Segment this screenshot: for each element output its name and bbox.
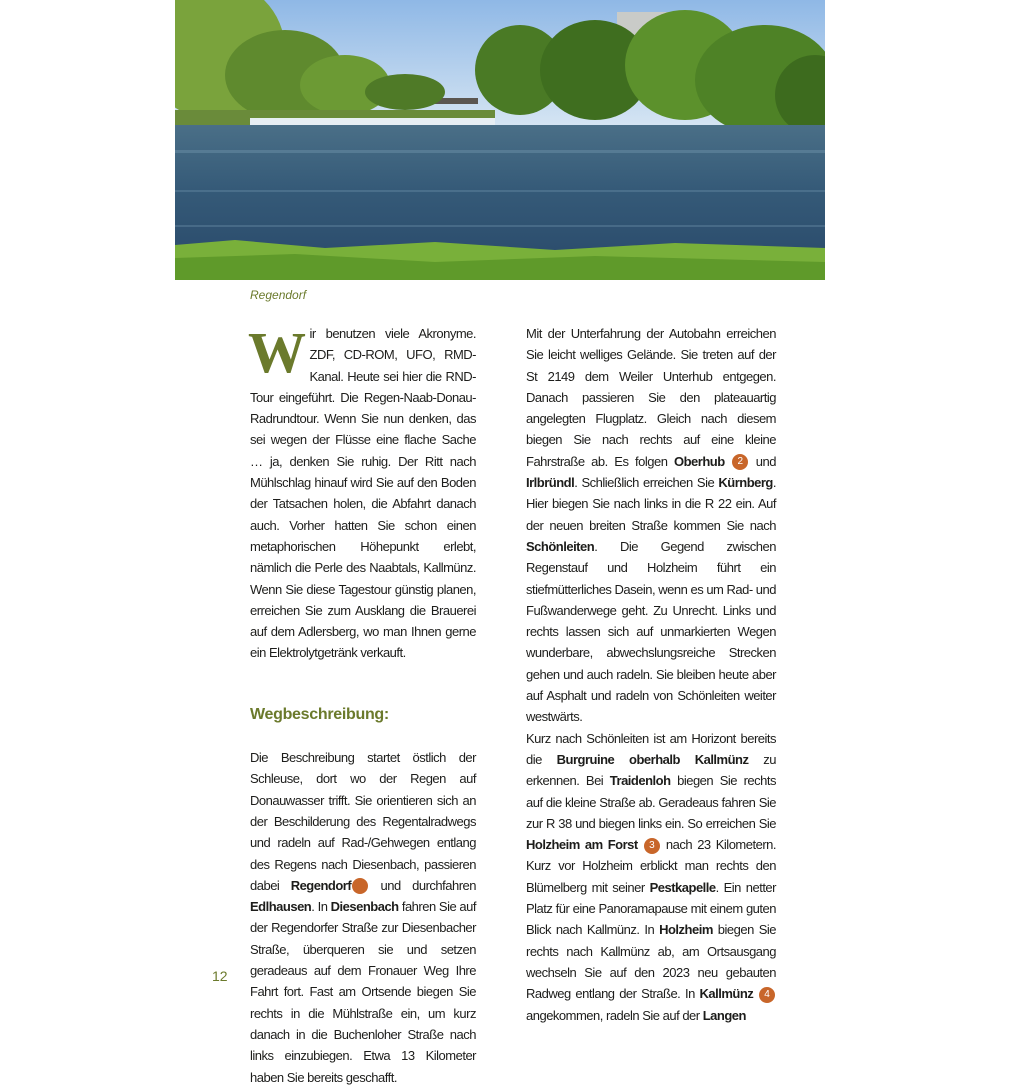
- waypoint-marker-3: 3: [644, 838, 660, 854]
- waypoint-marker-2: 2: [732, 454, 748, 470]
- intro-paragraph: [248, 320, 476, 664]
- photo-caption: Regendorf: [250, 288, 307, 302]
- left-column: [248, 320, 477, 1088]
- intro-text: ir benutzen viele Akronyme. ZDF, CD-ROM, UFO, RMD-Kanal. Heute sei hier die RND-Tour eingeführt. Die Regen-Naab-Donau-Radrundtour. Wenn Sie nun denken, das sei wegen der Flüsse eine flache Sache … ja, denken Sie ruhig. Der Ritt nach Mühlschlag hinauf wird Sie auf den Boden der Tatsachen holen, die Abfahrt danach auch. Vorher hatten Sie schon einen metaphorischen Höhepunkt erlebt, nämlich die Perle des Naabtals, Kallmünz. Wenn Sie diese Tagestour günstig planen, erreichen Sie zum Ausklang die Brauerei auf dem Adlersberg, wo man Ihnen gerne ein Elektrolytgetränk verkauft.: [250, 326, 476, 661]
- drop-cap: W: [248, 320, 306, 385]
- river-photo: [175, 0, 825, 280]
- route-paragraph-2: Mit der Unterfahrung der Autobahn erreichen Sie leicht welliges Gelände. Sie treten auf der St 2149 dem Weiler Unterhub entgegen. Danach passieren Sie den plateauartig angelegten Flugplatz. Gleich nach diesem biegen Sie nach rechts auf eine kleine Fahrstraße ab. Es folgen Oberhub 2 und Irlbründl. Schließlich erreichen Sie Kürnberg. Hier biegen Sie nach links in die R 22 ein. Auf der neuen breiten Straße kommen Sie nach Schönleiten. Die Gegend zwischen Regenstauf und Holzheim führt ein stiefmütterliches Dasein, wenn es um Rad- und Fußwanderwege geht. Zu Unrecht. Links und rechts lassen sich auf unmarkierten Wegen wunderbare, abwechslungsreiche Strecken gehen und auch radeln. Sie bleiben heute aber auf Asphalt und radeln von Schönleiten weiter westwärts.: [526, 326, 776, 725]
- right-column: [526, 323, 776, 1026]
- waypoint-marker-1: [352, 878, 368, 894]
- page-number: 12: [212, 968, 228, 984]
- route-paragraph-1: Die Beschreibung startet östlich der Schleuse, dort wo der Regen auf Donauwasser trifft. Sie orientieren sich an der Beschilderung des Regentalradwegs und radeln auf Rad-/Gehwegen entlang des Regens nach Diesenbach, passieren dabei Regendorf und durchfahren Edlhausen. In Diesenbach fahren Sie auf der Regendorfer Straße zur Diesenbacher Straße, überqueren sie und setzen geradeaus auf dem Fronauer Weg Ihre Fahrt fort. Fast am Ortsende biegen Sie rechts in die Mühlstraße ein, um kurz danach in die Buchenloher Straße nach links einzubiegen. Etwa 13 Kilometer haben Sie bereits geschafft.: [250, 750, 477, 1085]
- section-heading: Wegbeschreibung:: [250, 705, 389, 723]
- route-paragraph-3: Kurz nach Schönleiten ist am Horizont bereits die Burgruine oberhalb Kallmünz zu erkennen. Bei Traidenloh biegen Sie rechts auf die kleine Straße ab. Geradeaus fahren Sie zur R 38 und biegen links ein. So erreichen Sie Holzheim am Forst 3 nach 23 Kilometern. Kurz vor Holzheim erblickt man rechts den Blümelberg mit seiner Pestkapelle. Ein netter Platz für eine Panoramapause mit einem guten Blick nach Kallmünz. In Holzheim biegen Sie rechts nach Kallmünz ab, am Ortsausgang wechseln Sie auf den 2023 neu gebauten Radweg entlang der Straße. In Kallmünz 4 angekommen, radeln Sie auf der Langen: [526, 730, 777, 1023]
- waypoint-marker-4: 4: [759, 987, 775, 1003]
